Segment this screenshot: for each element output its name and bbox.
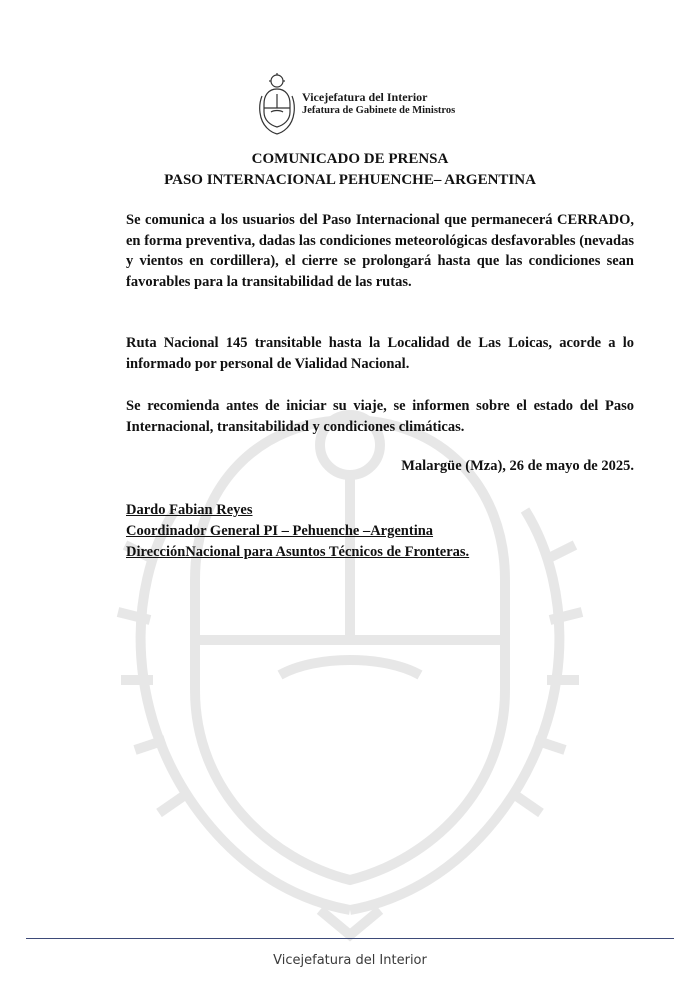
- signatory-role: Coordinador General PI – Pehuenche –Argentina: [126, 523, 434, 539]
- body-paragraph-recommendation: Se recomienda antes de iniciar su viaje, se informen sobre el estado del Paso Internacional, transitabilidad y condiciones climáticas.: [126, 398, 634, 435]
- signatory-name: Dardo Fabian Reyes: [126, 502, 253, 518]
- document-title: COMUNICADO DE PRENSA: [251, 151, 449, 167]
- signature-block: [126, 500, 469, 563]
- document-subtitle: PASO INTERNACIONAL PEHUENCHE– ARGENTINA: [164, 172, 536, 188]
- org-parent: Jefatura de Gabinete de Ministros: [302, 105, 456, 116]
- letterhead: [258, 72, 455, 136]
- footer-divider: [26, 938, 674, 939]
- footer-label: Vicejefatura del Interior: [273, 953, 427, 968]
- argentine-coat-of-arms-icon: [258, 72, 296, 136]
- signatory-office: DirecciónNacional para Asuntos Técnicos de Fronteras.: [126, 544, 470, 560]
- place-and-date: Malargüe (Mza), 26 de mayo de 2025.: [401, 458, 634, 474]
- body-paragraph-route: Ruta Nacional 145 transitable hasta la Localidad de Las Loicas, acorde a lo informado por personal de Vialidad Nacional.: [126, 335, 634, 372]
- body-paragraph-closure: Se comunica a los usuarios del Paso Internacional que permanecerá CERRADO, en forma preventiva, dadas las condiciones meteorológicas desfavorables (nevadas y vientos en cordillera), el cierre se prolongará hasta que las condiciones sean favorables para la transitabilidad de las rutas.: [126, 212, 634, 290]
- org-name: Vicejefatura del Interior: [302, 90, 428, 104]
